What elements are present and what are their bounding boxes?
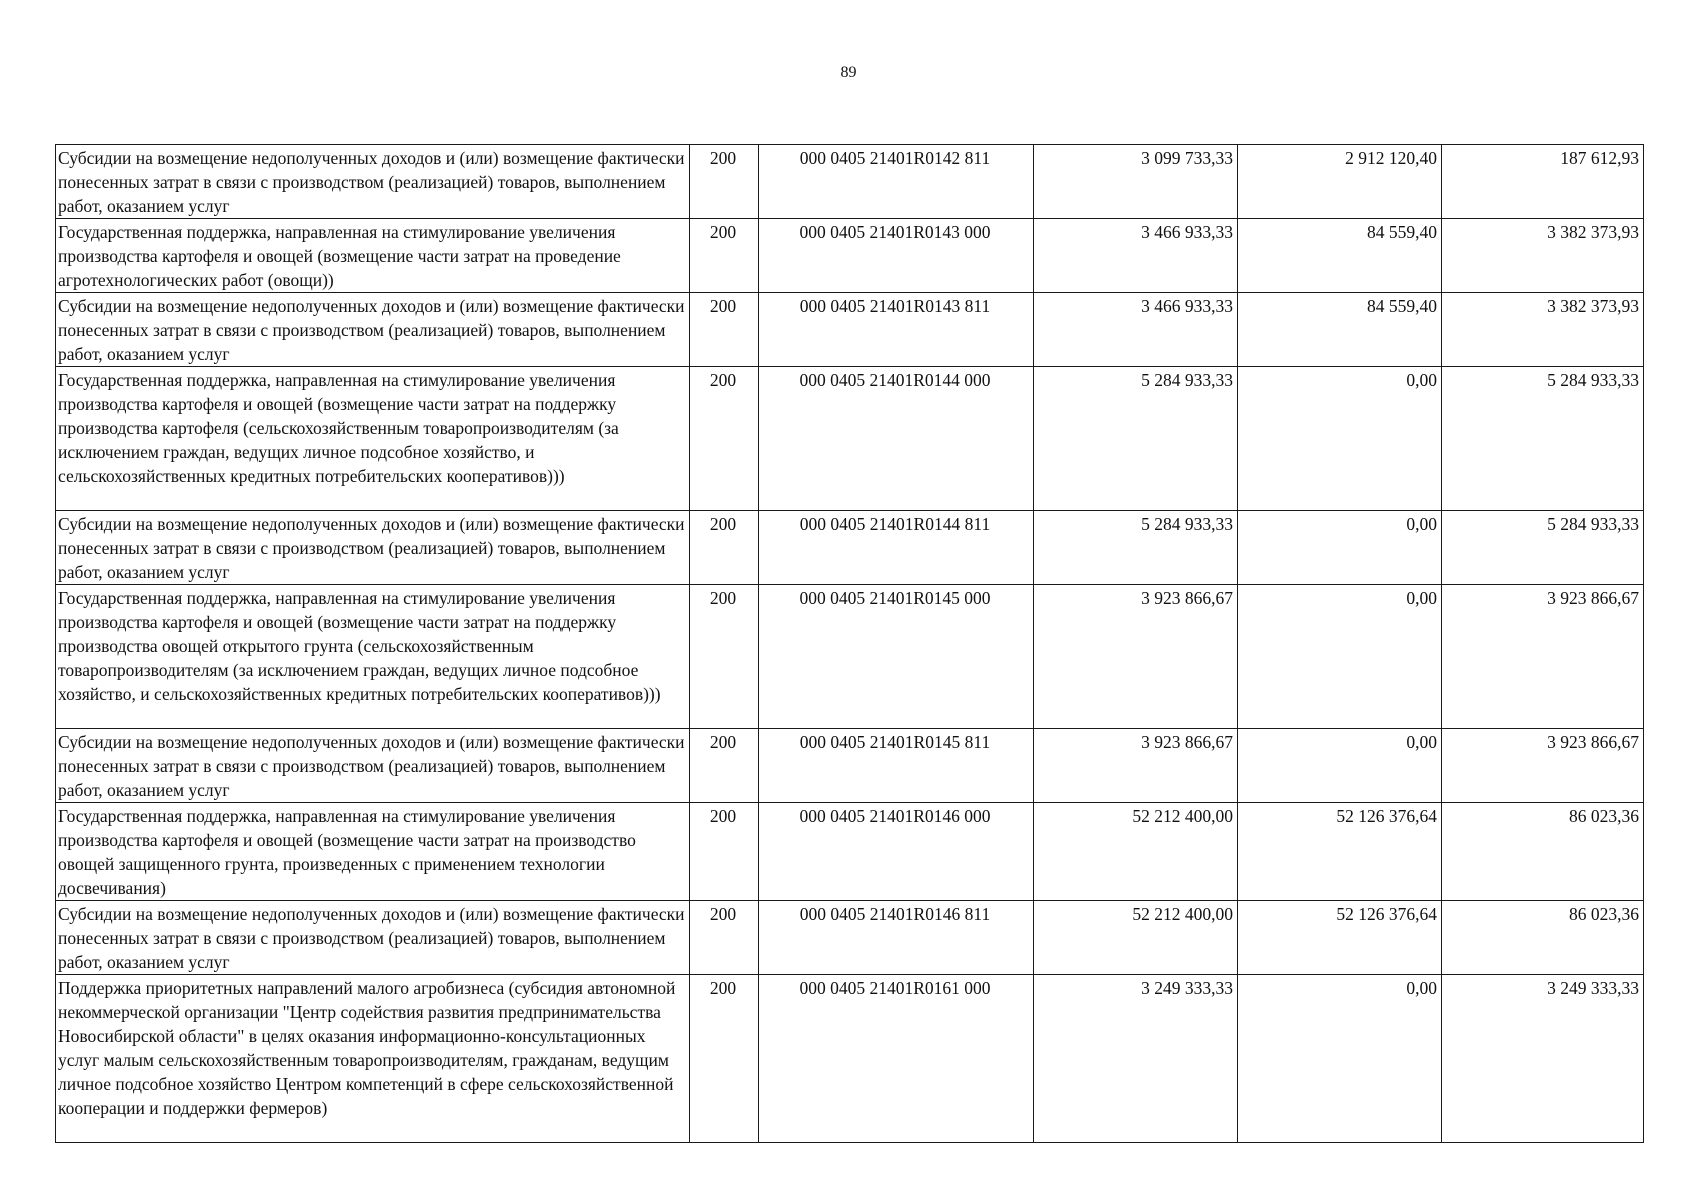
row-name: Субсидии на возмещение недополученных доходов и (или) возмещение фактически понесенных затрат в связи с производством (реализацией) товаров, выполнением работ, оказанием услуг [56, 729, 690, 803]
table-row [56, 219, 1644, 293]
row-budget-code: 000 0405 21401R0146 811 [759, 901, 1034, 975]
row-approved-amount: 5 284 933,33 [1034, 367, 1238, 511]
row-admin-code: 200 [690, 293, 759, 367]
row-budget-code: 000 0405 21401R0145 000 [759, 585, 1034, 729]
row-admin-code: 200 [690, 975, 759, 1143]
row-budget-code: 000 0405 21401R0144 811 [759, 511, 1034, 585]
row-approved-amount: 3 466 933,33 [1034, 293, 1238, 367]
row-name: Субсидии на возмещение недополученных доходов и (или) возмещение фактически понесенных затрат в связи с производством (реализацией) товаров, выполнением работ, оказанием услуг [56, 901, 690, 975]
row-approved-amount: 5 284 933,33 [1034, 511, 1238, 585]
row-name: Государственная поддержка, направленная на стимулирование увеличения производства картофеля и овощей (возмещение части затрат на производство овощей защищенного грунта, произведенных с применением технологии досвечивания) [56, 803, 690, 901]
row-executed-amount: 0,00 [1238, 975, 1442, 1143]
row-budget-code: 000 0405 21401R0142 811 [759, 145, 1034, 219]
row-admin-code: 200 [690, 803, 759, 901]
row-name: Поддержка приоритетных направлений малого агробизнеса (субсидия автономной некоммерческой организации "Центр содействия развития предпринимательства Новосибирской области" в целях оказания информационно-консультационных услуг малым сельскохозяйственным товаропроизводителям, гражданам, ведущим личное подсобное хозяйство Центром компетенций в сфере сельскохозяйственной кооперации и поддержки фермеров) [56, 975, 690, 1143]
table-row [56, 975, 1644, 1143]
row-name: Государственная поддержка, направленная на стимулирование увеличения производства картофеля и овощей (возмещение части затрат на проведение агротехнологических работ (овощи)) [56, 219, 690, 293]
page-number: 89 [840, 64, 857, 81]
row-executed-amount: 0,00 [1238, 511, 1442, 585]
row-admin-code: 200 [690, 367, 759, 511]
row-remaining-amount: 86 023,36 [1442, 901, 1644, 975]
row-admin-code: 200 [690, 585, 759, 729]
row-budget-code: 000 0405 21401R0161 000 [759, 975, 1034, 1143]
row-remaining-amount: 86 023,36 [1442, 803, 1644, 901]
row-name: Субсидии на возмещение недополученных доходов и (или) возмещение фактически понесенных затрат в связи с производством (реализацией) товаров, выполнением работ, оказанием услуг [56, 145, 690, 219]
row-approved-amount: 52 212 400,00 [1034, 901, 1238, 975]
budget-table [55, 144, 1644, 1143]
row-budget-code: 000 0405 21401R0143 811 [759, 293, 1034, 367]
row-approved-amount: 3 923 866,67 [1034, 585, 1238, 729]
row-admin-code: 200 [690, 511, 759, 585]
table-row [56, 585, 1644, 729]
row-name: Государственная поддержка, направленная на стимулирование увеличения производства картофеля и овощей (возмещение части затрат на поддержку производства картофеля (сельскохозяйственным товаропроизводителям (за исключением граждан, ведущих личное подсобное хозяйство, и сельскохозяйственных кредитных потребительских кооперативов))) [56, 367, 690, 511]
row-executed-amount: 0,00 [1238, 585, 1442, 729]
table-row [56, 145, 1644, 219]
table-row [56, 293, 1644, 367]
row-remaining-amount: 3 382 373,93 [1442, 293, 1644, 367]
row-admin-code: 200 [690, 145, 759, 219]
row-remaining-amount: 187 612,93 [1442, 145, 1644, 219]
row-name: Субсидии на возмещение недополученных доходов и (или) возмещение фактически понесенных затрат в связи с производством (реализацией) товаров, выполнением работ, оказанием услуг [56, 511, 690, 585]
row-admin-code: 200 [690, 219, 759, 293]
table-row [56, 901, 1644, 975]
row-executed-amount: 0,00 [1238, 729, 1442, 803]
row-remaining-amount: 3 249 333,33 [1442, 975, 1644, 1143]
row-executed-amount: 2 912 120,40 [1238, 145, 1442, 219]
row-admin-code: 200 [690, 729, 759, 803]
row-approved-amount: 3 249 333,33 [1034, 975, 1238, 1143]
row-executed-amount: 84 559,40 [1238, 219, 1442, 293]
row-executed-amount: 52 126 376,64 [1238, 803, 1442, 901]
table-row [56, 803, 1644, 901]
row-remaining-amount: 5 284 933,33 [1442, 511, 1644, 585]
row-executed-amount: 52 126 376,64 [1238, 901, 1442, 975]
row-remaining-amount: 3 382 373,93 [1442, 219, 1644, 293]
row-approved-amount: 3 099 733,33 [1034, 145, 1238, 219]
budget-table-body [56, 145, 1644, 1143]
table-row [56, 511, 1644, 585]
row-remaining-amount: 3 923 866,67 [1442, 729, 1644, 803]
row-remaining-amount: 3 923 866,67 [1442, 585, 1644, 729]
row-approved-amount: 3 923 866,67 [1034, 729, 1238, 803]
row-executed-amount: 84 559,40 [1238, 293, 1442, 367]
row-budget-code: 000 0405 21401R0143 000 [759, 219, 1034, 293]
table-row [56, 729, 1644, 803]
row-name: Государственная поддержка, направленная на стимулирование увеличения производства картофеля и овощей (возмещение части затрат на поддержку производства овощей открытого грунта (сельскохозяйственным товаропроизводителям (за исключением граждан, ведущих личное подсобное хозяйство, и сельскохозяйственных кредитных потребительских кооперативов))) [56, 585, 690, 729]
row-approved-amount: 3 466 933,33 [1034, 219, 1238, 293]
row-admin-code: 200 [690, 901, 759, 975]
row-executed-amount: 0,00 [1238, 367, 1442, 511]
table-row [56, 367, 1644, 511]
row-approved-amount: 52 212 400,00 [1034, 803, 1238, 901]
row-remaining-amount: 5 284 933,33 [1442, 367, 1644, 511]
row-budget-code: 000 0405 21401R0144 000 [759, 367, 1034, 511]
row-budget-code: 000 0405 21401R0146 000 [759, 803, 1034, 901]
row-name: Субсидии на возмещение недополученных доходов и (или) возмещение фактически понесенных затрат в связи с производством (реализацией) товаров, выполнением работ, оказанием услуг [56, 293, 690, 367]
row-budget-code: 000 0405 21401R0145 811 [759, 729, 1034, 803]
